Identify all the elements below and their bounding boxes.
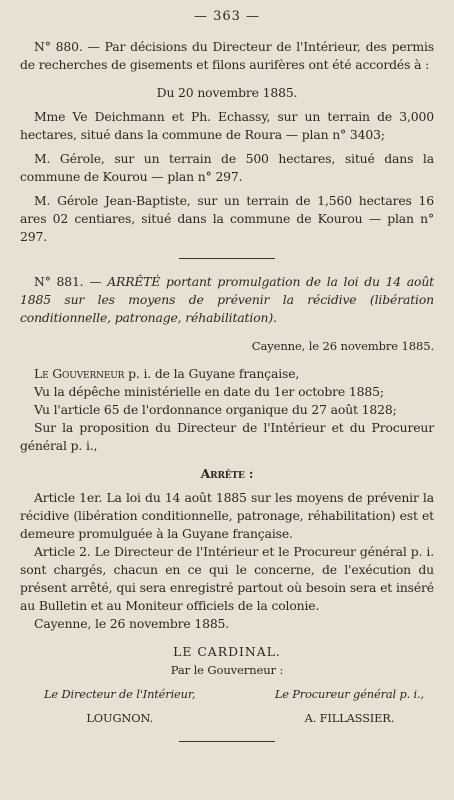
signature-left <box>44 685 195 727</box>
sur-proposition: Sur la proposition du Directeur de l'Intérieur et du Procureur général p. i., <box>20 420 434 453</box>
grant-deichmann: Mme Ve Deichmann et Ph. Echassy, sur un terrain de 3,000 hectares, situé dans la commune de Roura — plan n° 3403; <box>20 109 434 142</box>
arrete-881-title: ARRÊTÉ portant promulgation de la loi du 14 août 1885 sur les moyens de prévenir la récidive (libération conditionnelle, patronage, réhabilitation). <box>20 274 434 325</box>
vu-depeche: Vu la dépêche ministérielle en date du 1er octobre 1885; <box>34 384 384 399</box>
signature-block <box>20 685 434 727</box>
grant-gerole-jean-baptiste: M. Gérole Jean-Baptiste, sur un terrain de 1,560 hectares 16 ares 02 centiares, situé dans la commune de Kourou — plan n° 297. <box>20 193 434 244</box>
signature-left-name: LOUGNON. <box>86 711 153 725</box>
grant-gerole: M. Gérole, sur un terrain de 500 hectares, situé dans la commune de Kourou — plan n° 297. <box>20 151 434 184</box>
signature-right-name: A. FILLASSIER. <box>304 711 395 725</box>
governor-line <box>20 365 434 383</box>
arrete-881-number: N° 881. — <box>34 274 108 289</box>
signature-left-title: Le Directeur de l'Intérieur, <box>44 687 196 701</box>
page-number: — 363 — <box>193 9 261 24</box>
signature-right <box>275 685 424 727</box>
signature-right-title: Le Procureur général p. i., <box>274 687 424 701</box>
article-1: Article 1er. La loi du 14 août 1885 sur les moyens de prévenir la récidive (libération conditionnelle, patronage, réhabilitation) est et demeure promulguée à la Guyane française. <box>20 490 434 541</box>
end-divider <box>179 741 275 742</box>
governor-label: Le Gouverneur <box>34 366 125 381</box>
vu-article: Vu l'article 65 de l'ordonnance organique du 27 août 1828; <box>34 402 397 417</box>
signer-name: LE CARDINAL. <box>173 644 281 659</box>
section-divider <box>179 258 275 259</box>
decision-880-text: N° 880. — Par décisions du Directeur de l'Intérieur, des permis de recherches de gisements et filons aurifères ont été accordés à : <box>20 39 434 72</box>
arrete-881-place-date: Cayenne, le 26 novembre 1885. <box>251 339 434 353</box>
arrete-881-heading <box>20 273 434 327</box>
decision-880-date: Du 20 novembre 1885. <box>156 85 298 100</box>
article-2: Article 2. Le Directeur de l'Intérieur et le Procureur général p. i. sont chargés, chacun en ce qui le concerne, de l'exécution du présent arrêté, qui sera enregistré partout où besoin sera et inséré au Bulletin et au Moniteur officiels de la colonie. <box>20 544 434 613</box>
par-le-gouverneur: Par le Gouverneur : <box>170 663 284 677</box>
governor-rest: p. i. de la Guyane française, <box>124 366 300 381</box>
closing-place-date: Cayenne, le 26 novembre 1885. <box>34 616 230 631</box>
arrete-label: Arrête : <box>200 466 254 481</box>
